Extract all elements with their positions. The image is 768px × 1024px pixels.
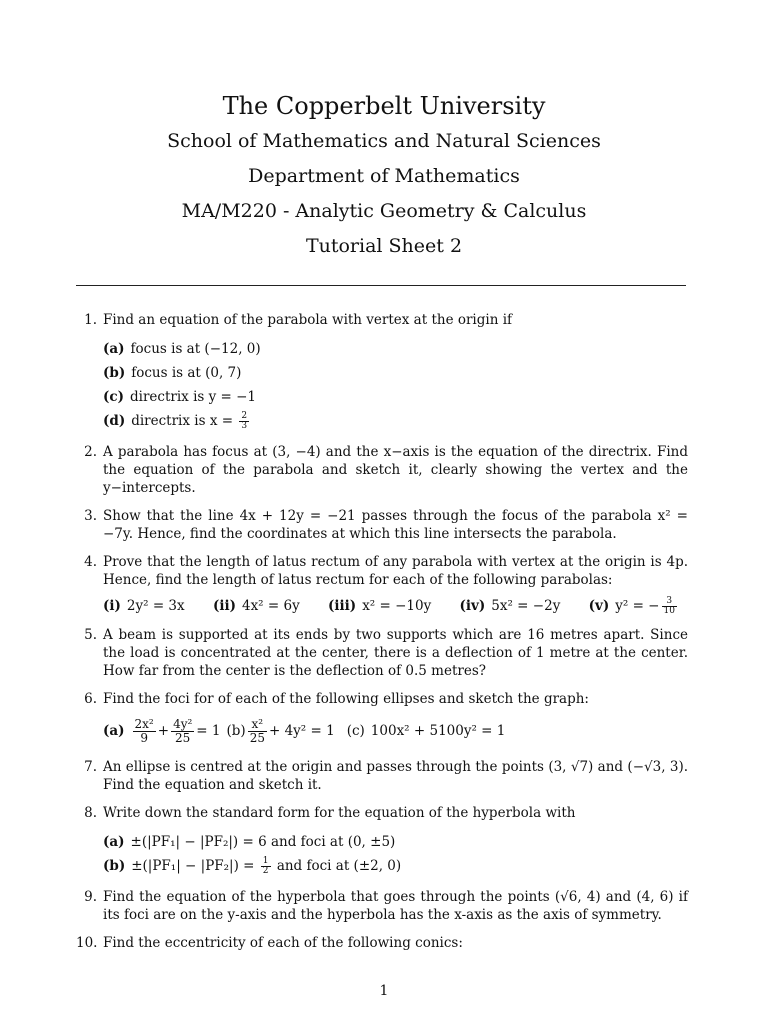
header-divider [76,285,686,286]
question-text: A parabola has focus at (3, −4) and the x−axis is the equation of the directrix. Find the equation of the parabola and sketch it, clearly showing the vertex and the y−intercepts. [103,444,688,496]
item-label: (v) [588,598,610,614]
sheet-title: Tutorial Sheet 2 [305,235,463,257]
subpart-text: directrix is x = [131,413,234,429]
question-10 [76,934,688,952]
question-8 [76,804,688,878]
question-number: 2. [84,444,97,460]
item-equation: y² = − [615,598,660,614]
fraction-denominator: 9 [140,730,148,745]
question-number: 9. [84,889,97,905]
parabola-iii [328,598,431,614]
equation-rhs: = 1 [196,723,221,739]
question-text: Find an equation of the parabola with vertex at the origin if [103,312,513,328]
question-3 [76,507,688,543]
item-equation: 2y² = 3x [126,598,185,614]
question-text: A beam is supported at its ends by two supports which are 16 metres apart. Since the load is concentrated at the center, there is a deflection of 1 metre at the center. How far from the center is the deflection of 0.5 metres? [103,627,688,679]
fraction [662,597,677,616]
question-number: 3. [84,508,97,524]
question-text: Find the equation of the hyperbola that goes through the points (√6, 4) and (4, 6) if its foci are on the y-axis and the hyperbola has the x-axis as the axis of symmetry. [103,889,688,923]
question-number: 8. [84,805,97,821]
university-name: The Copperbelt University [222,92,546,120]
question-text: Find the eccentricity of each of the following conics: [103,935,463,951]
item-label: (ii) [212,598,236,614]
item-equation: 5x² = −2y [491,598,561,614]
parabola-list [103,597,688,616]
subpart-label: (b) [103,858,126,874]
subpart-label: (a) [103,341,125,357]
fraction-numerator: 2 [241,411,248,421]
subpart-label: (b) [103,365,126,381]
fraction-denominator: 2 [262,866,269,876]
subpart-a [103,830,688,854]
fraction [261,857,271,876]
question-number: 10. [76,935,98,951]
item-equation: x² = −10y [362,598,432,614]
fraction-denominator: 3 [241,421,248,431]
question-text: Write down the standard form for the equation of the hyperbola with [103,805,576,821]
fraction-numerator: 4y² [173,716,193,731]
question-number: 4. [84,554,97,570]
question-number: 1. [84,312,97,328]
parabola-v [589,598,679,614]
fraction-numerator: 1 [262,856,269,866]
question-2 [76,443,688,497]
question-text: Prove that the length of latus rectum of any parabola with vertex at the origin is 4p. Hence, find the length of latus rectum for each of the following parabolas: [103,554,688,588]
question-4 [76,553,688,616]
question-7 [76,758,688,794]
fraction [239,412,249,431]
question-1 [76,311,688,433]
item-label: (c) [346,723,365,739]
question-6 [76,690,688,748]
fraction-numerator: 2x² [134,716,154,731]
item-label: (iii) [328,598,357,614]
item-label: (i) [103,598,121,614]
department-name: Department of Mathematics [248,165,520,187]
subpart-text: focus is at (0, 7) [131,365,242,381]
item-label: (a) [103,723,125,739]
parabola-i [103,598,185,614]
document-header [0,88,768,264]
subpart-c [103,385,688,409]
subpart-label: (c) [103,389,124,405]
subpart-label: (a) [103,834,125,850]
equation-rest: + 4y² = 1 [268,723,335,739]
course-title: MA/M220 - Analytic Geometry & Calculus [181,200,587,222]
subpart-b [103,854,688,878]
question-number: 6. [84,691,97,707]
item-equation: 100x² + 5100y² = 1 [370,723,506,739]
page-number: 1 [379,983,389,999]
fraction-denominator: 25 [249,730,265,745]
fraction [248,718,267,745]
fraction-denominator: 10 [663,606,675,616]
fraction-numerator: x² [248,718,267,732]
school-name: School of Mathematics and Natural Sciences [167,130,601,152]
plus-sign: + [157,723,170,739]
subpart-text: ±(|PF₁| − |PF₂|) = 6 and foci at (0, ±5) [130,834,396,850]
ellipse-list [103,714,688,748]
question-list [76,311,688,962]
parabola-ii [213,598,300,614]
question-text: An ellipse is centred at the origin and passes through the points (3, √7) and (−√3, 3). Find the equation and sketch it. [103,759,688,793]
subpart-list [103,830,688,878]
question-5 [76,626,688,680]
subpart-b [103,361,688,385]
question-number: 7. [84,759,97,775]
fraction [171,718,194,745]
item-label: (iv) [459,598,486,614]
item-equation: 4x² = 6y [241,598,300,614]
question-text: Show that the line 4x + 12y = −21 passes through the focus of the parabola x² = −7y. Hence, find the coordinates at which this line intersects the parabola. [103,508,688,542]
subpart-text-after: and foci at (±2, 0) [276,858,402,874]
subpart-list [103,337,688,433]
question-9 [76,888,688,924]
question-text: Find the foci for of each of the following ellipses and sketch the graph: [103,691,589,707]
subpart-d [103,409,688,433]
subpart-text: directrix is y = −1 [130,389,257,405]
subpart-label: (d) [103,413,126,429]
subpart-text-before: ±(|PF₁| − |PF₂|) = [131,858,255,874]
fraction [133,718,156,745]
parabola-iv [460,598,561,614]
fraction-numerator: 3 [662,597,677,607]
question-number: 5. [84,627,97,643]
subpart-a [103,337,688,361]
subpart-text: focus is at (−12, 0) [130,341,261,357]
fraction-denominator: 25 [175,730,191,745]
item-label: (b) [226,723,246,739]
